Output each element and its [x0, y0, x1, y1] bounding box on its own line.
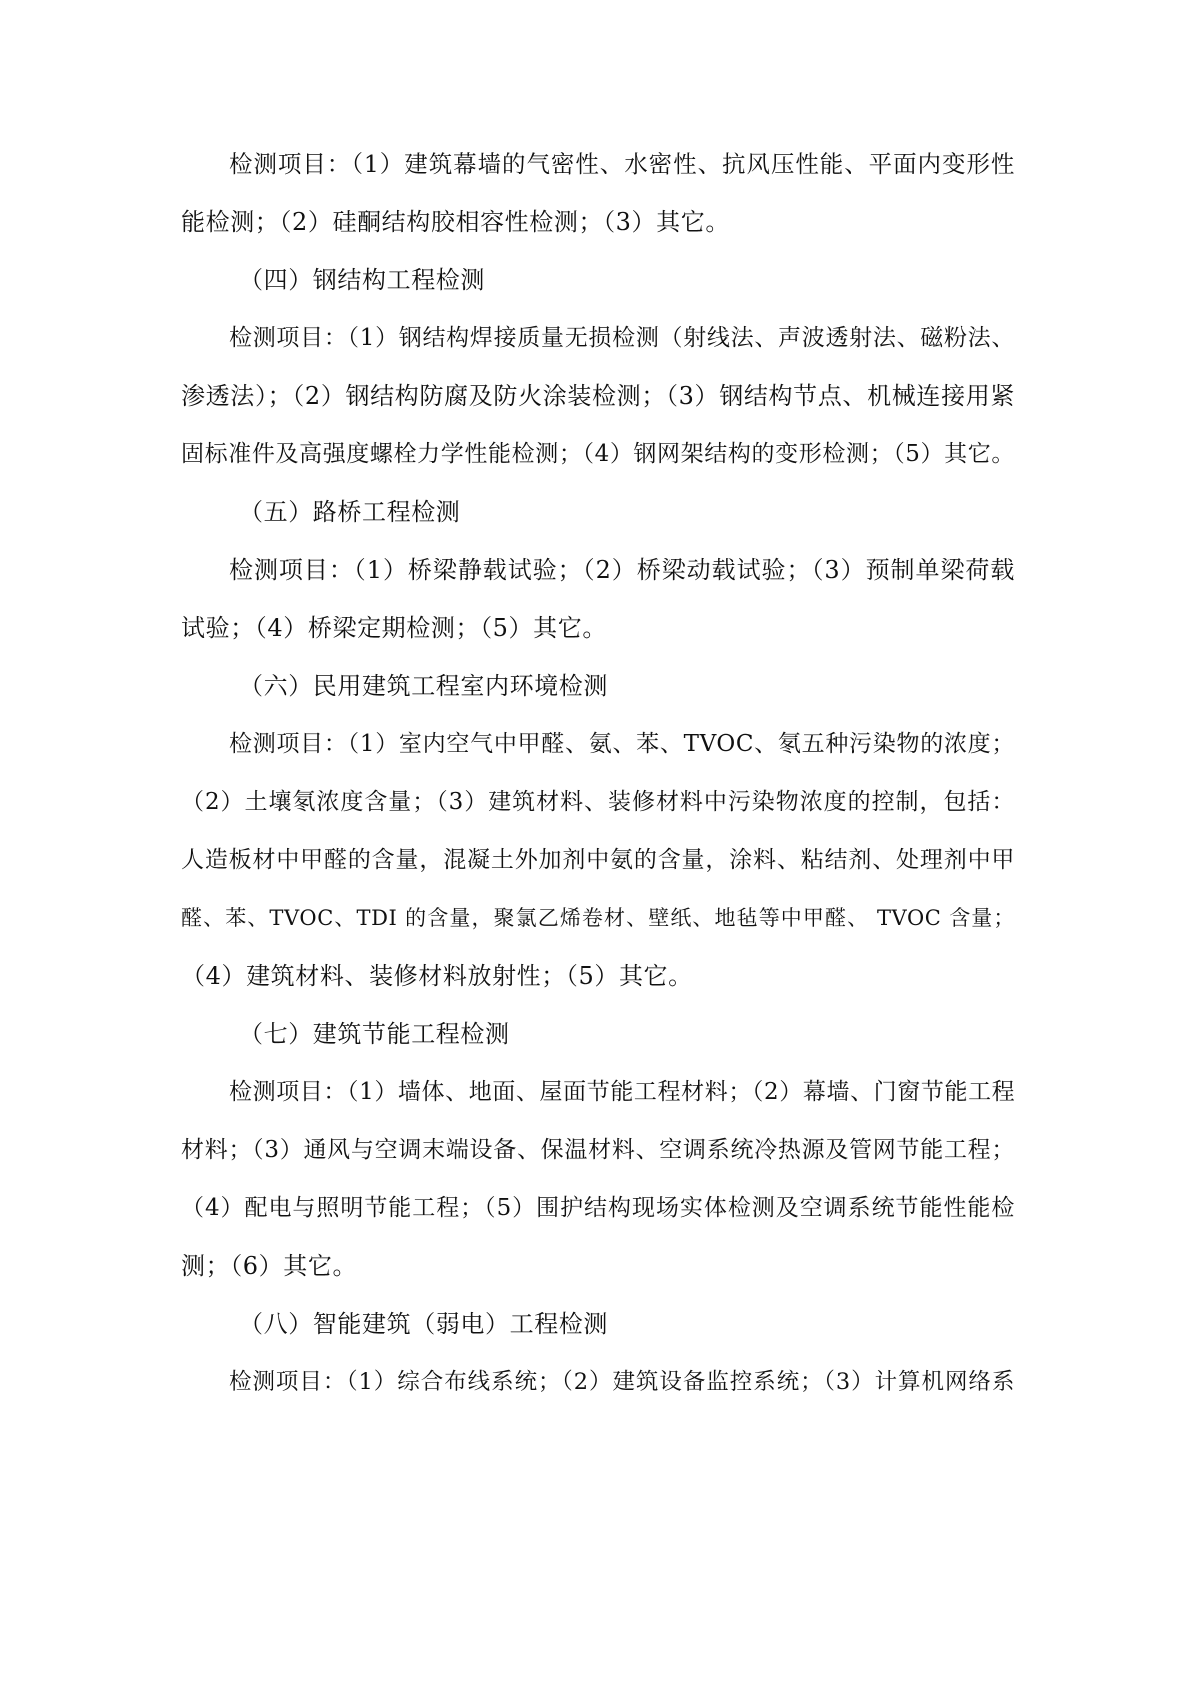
- section-heading: （八）智能建筑（弱电）工程检测: [239, 1310, 608, 1338]
- text-line: 试验；（4）桥梁定期检测；（5）其它。: [181, 614, 607, 642]
- section-heading: （六）民用建筑工程室内环境检测: [239, 672, 608, 700]
- text-line: 人造板材中甲醛的含量，混凝土外加剂中氨的含量，涂料、粘结剂、处理剂中甲: [181, 847, 1015, 873]
- text-line: （4）配电与照明节能工程；（5）围护结构现场实体检测及空调系统节能性能检: [181, 1195, 1015, 1221]
- text-line: 检测项目：（1）桥梁静载试验；（2）桥梁动载试验；（3）预制单梁荷载: [229, 556, 1015, 584]
- text-line: 检测项目：（1）钢结构焊接质量无损检测（射线法、声波透射法、磁粉法、: [229, 325, 1015, 351]
- text-line: （4）建筑材料、装修材料放射性；（5）其它。: [181, 962, 693, 990]
- text-line: 能检测；（2）硅酮结构胶相容性检测；（3）其它。: [181, 208, 730, 236]
- section-heading: （七）建筑节能工程检测: [239, 1020, 510, 1048]
- text-line: 材料；（3）通风与空调末端设备、保温材料、空调系统冷热源及管网节能工程；: [181, 1137, 1015, 1163]
- text-line: 渗透法）；（2）钢结构防腐及防火涂装检测；（3）钢结构节点、机械连接用紧: [181, 382, 1015, 410]
- text-line: 检测项目：（1）综合布线系统；（2）建筑设备监控系统；（3）计算机网络系: [229, 1369, 1015, 1395]
- text-line: 检测项目：（1）墙体、地面、屋面节能工程材料；（2）幕墙、门窗节能工程: [229, 1079, 1016, 1105]
- text-line: 醛、苯、TVOC、TDI 的含量，聚氯乙烯卷材、壁纸、地毡等中甲醛、 TVOC 含量；: [181, 906, 1015, 930]
- text-line: 固标准件及高强度螺栓力学性能检测；（4）钢网架结构的变形检测；（5）其它。: [181, 441, 1015, 467]
- text-line: 检测项目：（1）建筑幕墙的气密性、水密性、抗风压性能、平面内变形性: [229, 150, 1015, 178]
- text-line: （2）土壤氡浓度含量；（3）建筑材料、装修材料中污染物浓度的控制，包括：: [181, 789, 1015, 815]
- section-heading: （四）钢结构工程检测: [239, 266, 485, 294]
- text-line: 检测项目：（1）室内空气中甲醛、氨、苯、TVOC、氡五种污染物的浓度；: [229, 731, 1015, 757]
- section-heading: （五）路桥工程检测: [239, 498, 461, 526]
- text-line: 测；（6）其它。: [181, 1252, 358, 1280]
